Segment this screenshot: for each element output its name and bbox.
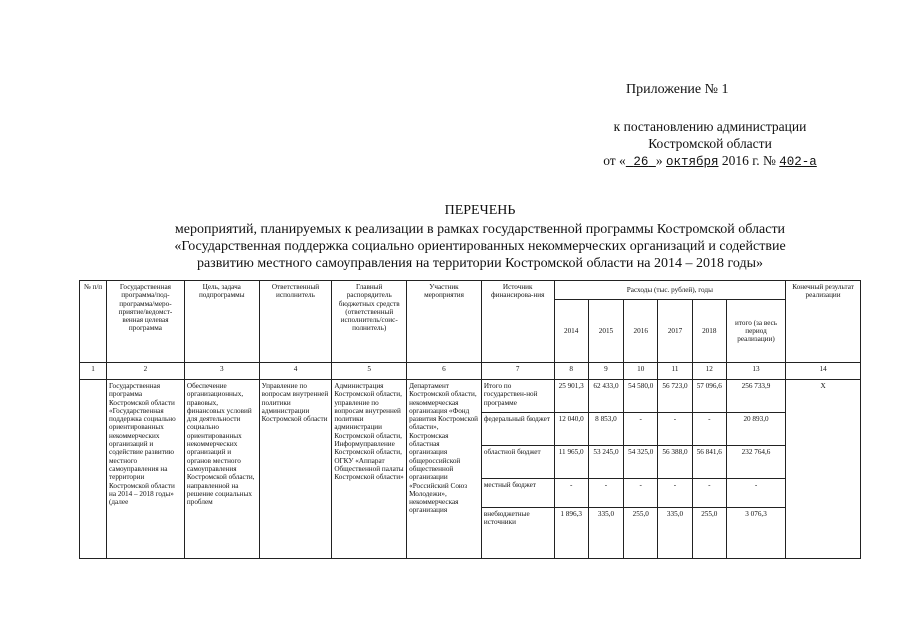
col-number: 12 <box>692 363 726 380</box>
col-number: 7 <box>481 363 554 380</box>
funding-value: 25 901,3 <box>554 380 588 413</box>
appendix-label: Приложение № 1 <box>626 82 729 97</box>
col-number: 11 <box>658 363 692 380</box>
funding-value: 12 040,0 <box>554 413 588 446</box>
funding-value: 56 841,6 <box>692 446 726 479</box>
funding-value: 255,0 <box>624 508 658 559</box>
funding-value: 335,0 <box>658 508 692 559</box>
decree-line-1: к постановлению администрации <box>613 119 807 134</box>
funding-value: 1 896,3 <box>554 508 588 559</box>
funding-value: 8 853,0 <box>588 413 623 446</box>
title-heading: ПЕРЕЧЕНЬ <box>444 203 516 218</box>
header-year-2016: 2016 <box>624 300 658 363</box>
col-number: 8 <box>554 363 588 380</box>
decree-number: 402-а <box>779 155 817 169</box>
title-line-3: развитию местного самоуправления на территории Костромской области на 2014 – 2018 годы» <box>196 256 764 271</box>
document-title <box>120 202 840 272</box>
funding-value: 20 893,0 <box>726 413 785 446</box>
funding-value: 11 965,0 <box>554 446 588 479</box>
row-result: Х <box>786 380 861 559</box>
funding-value: 3 076,3 <box>726 508 785 559</box>
funding-source: внебюджетные источники <box>481 508 554 559</box>
funding-value: - <box>588 479 623 508</box>
header-total: итого (за весь период реализации) <box>726 300 785 363</box>
funding-source: федеральный бюджет <box>481 413 554 446</box>
funding-value: 232 764,6 <box>726 446 785 479</box>
col-number: 10 <box>624 363 658 380</box>
header-year-2015: 2015 <box>588 300 623 363</box>
header-participant: Участник мероприятия <box>407 281 482 363</box>
date-prefix: от « <box>603 153 626 168</box>
funding-value: - <box>624 479 658 508</box>
row-participant: Департамент Костромской области, некоммерческая организация «Фонд развития Костромской области», Костромская областная организация общероссийской общественной организации «Российский Союз Молодежи», некоммерческая организация <box>407 380 482 559</box>
funding-value: 57 096,6 <box>692 380 726 413</box>
row-executor: Управление по вопросам внутренней политики администрации Костромской области <box>259 380 332 559</box>
col-number: 14 <box>786 363 861 380</box>
col-number: 4 <box>259 363 332 380</box>
funding-value: 256 733,9 <box>726 380 785 413</box>
header-year-2018: 2018 <box>692 300 726 363</box>
col-number: 9 <box>588 363 623 380</box>
col-number: 5 <box>332 363 407 380</box>
title-line-1: мероприятий, планируемых к реализации в рамках государственной программы Костромской области <box>174 222 786 237</box>
header-program: Государственная программа/под-программа/меро-приятие/ведомст-венная целевая программа <box>107 281 185 363</box>
funding-source: областной бюджет <box>481 446 554 479</box>
header-year-2014: 2014 <box>554 300 588 363</box>
date-month: октября <box>665 155 719 169</box>
row-goal: Обеспечение организационных, правовых, финансовых условий для деятельности социально ориентированных некоммерческих организаций и органов местного самоуправления Костромской области, направленной на решение социальных проблем <box>184 380 259 559</box>
funding-value: - <box>692 479 726 508</box>
row-manager: Администрация Костромской области, управление по вопросам внутренней политики администрации Костромской области, Информуправление Костромской области, ОГКУ «Аппарат Общественной палаты Костромской области» <box>332 380 407 559</box>
header-executor: Ответственный исполнитель <box>259 281 332 363</box>
header-expenses: Расходы (тыс. рублей), годы <box>554 281 786 300</box>
funding-value: 54 580,0 <box>624 380 658 413</box>
row-num <box>80 380 107 559</box>
col-number: 3 <box>184 363 259 380</box>
date-mid: » <box>655 153 663 168</box>
table-header-row <box>80 281 861 300</box>
funding-value: 335,0 <box>588 508 623 559</box>
header-source: Источник финансирова-ния <box>481 281 554 363</box>
decree-reference <box>560 118 860 171</box>
funding-value: - <box>692 413 726 446</box>
table-row <box>80 380 861 413</box>
col-number: 13 <box>726 363 785 380</box>
header-num: № п/п <box>80 281 107 363</box>
header-manager: Главный распорядитель бюджетных средств (ответственный исполнитель/соис-полнитель) <box>332 281 407 363</box>
funding-source: местный бюджет <box>481 479 554 508</box>
funding-source: Итого по государствен-ной программе <box>481 380 554 413</box>
col-number: 6 <box>407 363 482 380</box>
funding-value: 56 723,0 <box>658 380 692 413</box>
col-number: 1 <box>80 363 107 380</box>
date-year: 2016 г. № <box>721 153 776 168</box>
title-line-2: «Государственная поддержка социально ориентированных некоммерческих организаций и содействие <box>174 239 786 254</box>
funding-value: 62 433,0 <box>588 380 623 413</box>
funding-value: 54 325,0 <box>624 446 658 479</box>
col-number: 2 <box>107 363 185 380</box>
funding-value: - <box>658 413 692 446</box>
header-year-2017: 2017 <box>658 300 692 363</box>
column-numbers-row <box>80 363 861 380</box>
funding-value: 255,0 <box>692 508 726 559</box>
row-program: Государственная программа Костромской области «Государственная поддержка социально ориентированных некоммерческих организаций и содействие развитию местного самоуправления на территории Костромской области на 2014 – 2018 годы» (далее <box>107 380 185 559</box>
activities-table <box>79 280 861 559</box>
header-goal: Цель, задача подпрограммы <box>184 281 259 363</box>
funding-value: 53 245,0 <box>588 446 623 479</box>
header-result: Конечный результат реализации <box>786 281 861 363</box>
decree-line-2: Костромской области <box>648 136 772 151</box>
funding-value: - <box>726 479 785 508</box>
funding-value: - <box>658 479 692 508</box>
date-day: 26 <box>633 155 649 169</box>
decree-date-line <box>560 152 860 171</box>
funding-value: - <box>624 413 658 446</box>
funding-value: 56 388,0 <box>658 446 692 479</box>
funding-value: - <box>554 479 588 508</box>
